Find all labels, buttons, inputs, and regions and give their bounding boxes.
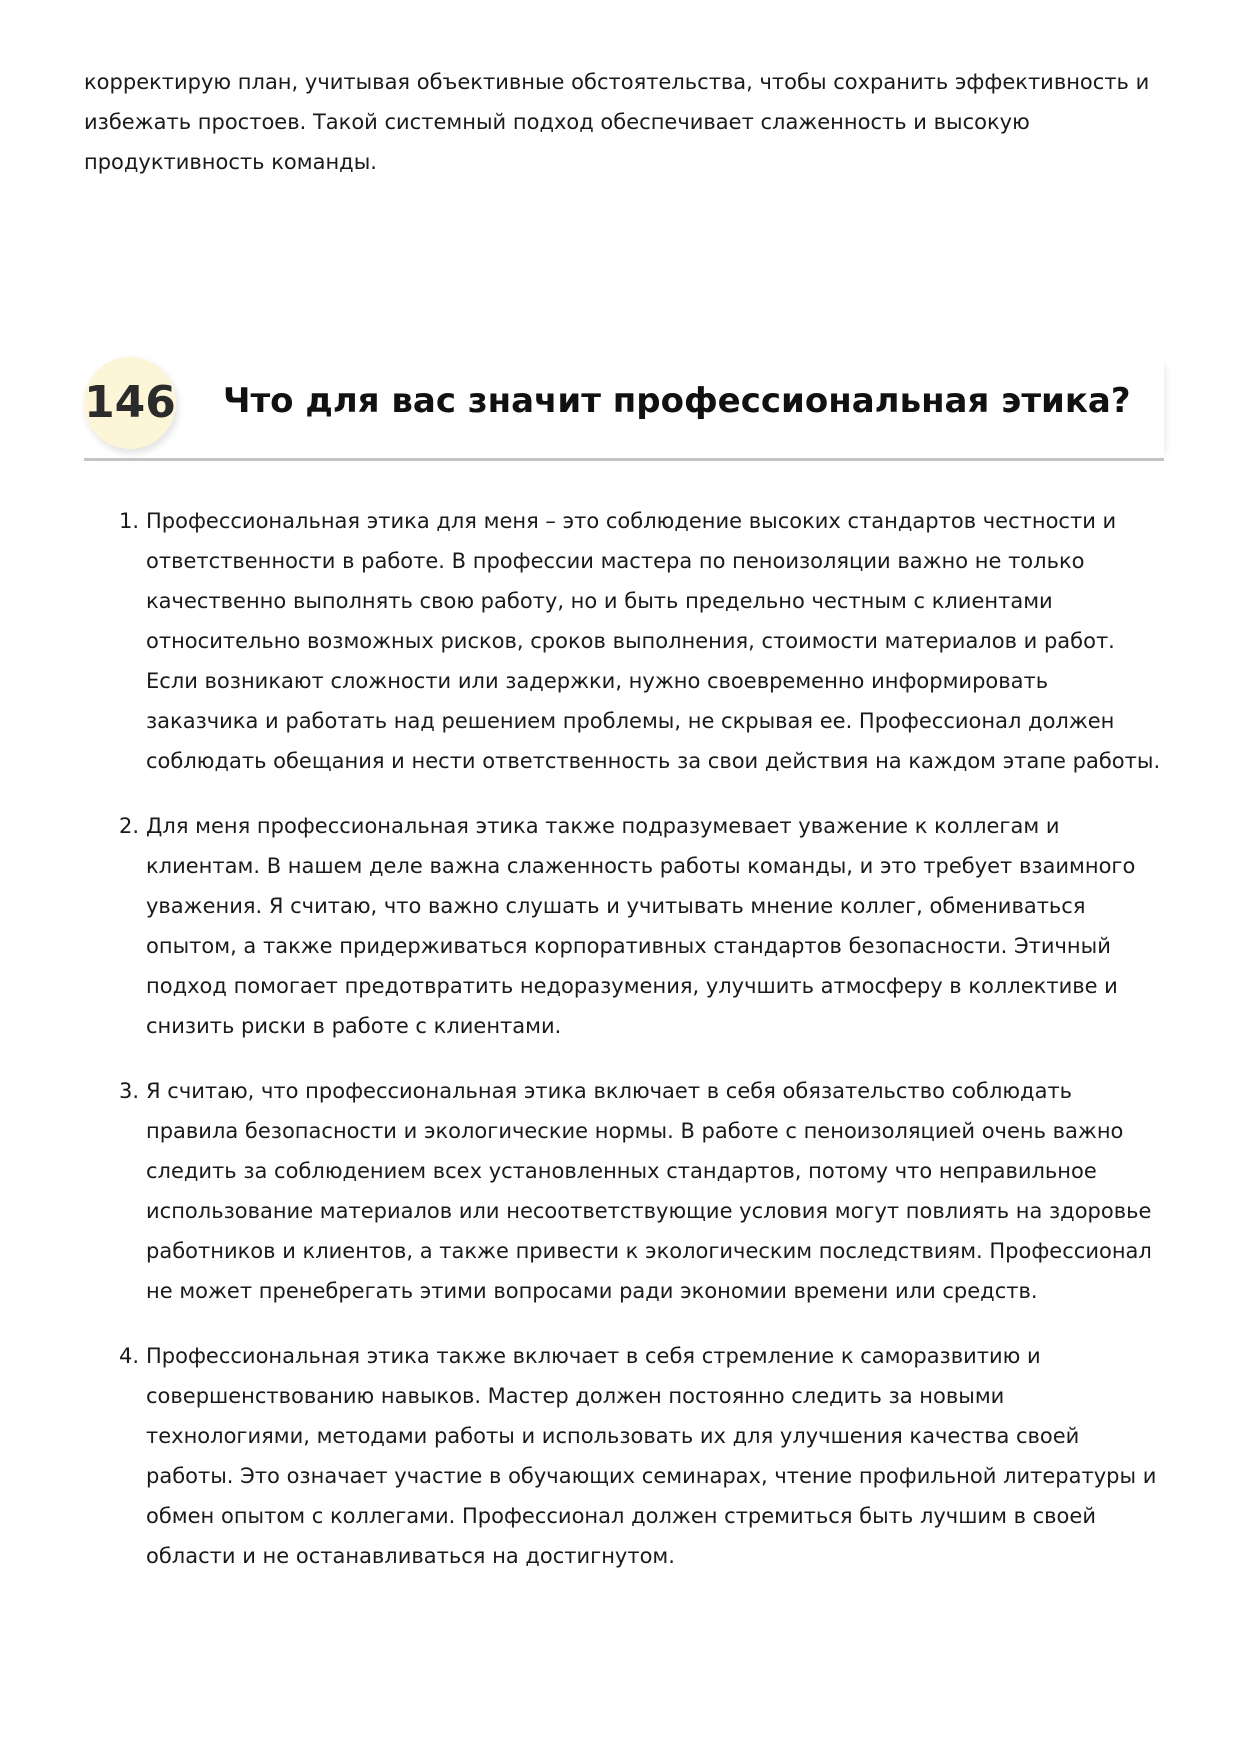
question-title: Что для вас значит профессиональная этика? [223, 381, 1131, 421]
question-header [84, 357, 1164, 461]
answer-item [115, 806, 1167, 1046]
answer-list [115, 501, 1167, 1601]
answer-item [115, 1071, 1167, 1311]
answer-number: 1. [119, 509, 140, 533]
answer-number: 3. [119, 1079, 140, 1103]
answer-number: 4. [119, 1344, 140, 1368]
answer-text: Я считаю, что профессиональная этика включает в себя обязательство соблюдать правила безопасности и экологические нормы. В работе с пеноизоляцией очень важно следить за соблюдением всех установленных стандартов, потому что неправильное использование материалов или несоответствующие условия могут повлиять на здоровье работников и клиентов, а также привести к экологическим последствиям. Профессионал не может пренебрегать этими вопросами ради экономии времени или средств. [146, 1079, 1152, 1303]
answer-number: 2. [119, 814, 140, 838]
answer-item [115, 1336, 1167, 1576]
answer-text: Профессиональная этика для меня – это соблюдение высоких стандартов честности и ответственности в работе. В профессии мастера по пеноизоляции важно не только качественно выполнять свою работу, но и быть предельно честным с клиентами относительно возможных рисков, сроков выполнения, стоимости материалов и работ. Если возникают сложности или задержки, нужно своевременно информировать заказчика и работать над решением проблемы, не скрывая ее. Профессионал должен соблюдать обещания и нести ответственность за свои действия на каждом этапе работы. [146, 509, 1161, 773]
question-number: 146 [84, 377, 176, 428]
answer-text: Для меня профессиональная этика также подразумевает уважение к коллегам и клиентам. В нашем деле важна слаженность работы команды, и это требует взаимного уважения. Я считаю, что важно слушать и учитывать мнение коллег, обмениваться опытом, а также придерживаться корпоративных стандартов безопасности. Этичный подход помогает предотвратить недоразумения, улучшить атмосферу в коллективе и снизить риски в работе с клиентами. [146, 814, 1136, 1038]
intro-paragraph: корректирую план, учитывая объективные обстоятельства, чтобы сохранить эффективность и избежать простоев. Такой системный подход обеспечивает слаженность и высокую продуктивность команды. [84, 70, 1150, 174]
answer-text: Профессиональная этика также включает в себя стремление к саморазвитию и совершенствованию навыков. Мастер должен постоянно следить за новыми технологиями, методами работы и использовать их для улучшения качества своей работы. Это означает участие в обучающих семинарах, чтение профильной литературы и обмен опытом с коллегами. Профессионал должен стремиться быть лучшим в своей области и не останавливаться на достигнутом. [146, 1344, 1157, 1568]
answer-item [115, 501, 1167, 781]
